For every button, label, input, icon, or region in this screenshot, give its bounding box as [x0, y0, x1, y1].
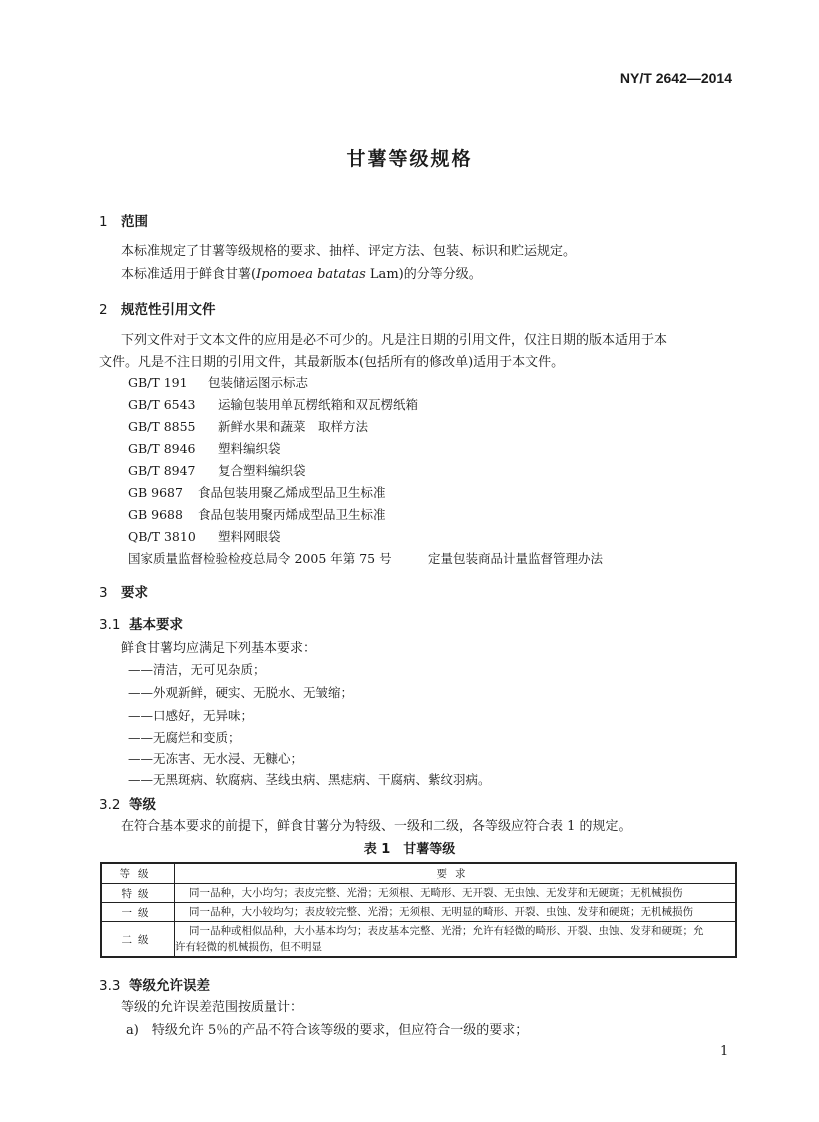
reference-name: 定量包装商品计量监督管理办法	[428, 551, 604, 566]
section-1-heading	[99, 210, 148, 230]
tolerance-text: 等级的允许误差范围按质量计：	[121, 1000, 304, 1015]
section-2-intro-line-2: 文件。凡是不注日期的引用文件，其最新版本(包括所有的修改单)适用于本文件。	[99, 355, 565, 370]
requirement-item: ——无腐烂和变质；	[128, 730, 241, 745]
requirement-line: 同一品种或相似品种，大小基本均匀；表皮基本完整、光滑；允许有轻微的畸形、开裂、虫蚀、发芽和硬斑；允	[189, 925, 704, 937]
reference-code: QB/T 3810	[128, 529, 196, 544]
requirement-cell: 同一品种，大小较均匀；表皮较完整、光滑；无须根、无明显的畸形、开裂、虫蚀、发芽和硬斑；无机械损伤	[175, 903, 737, 922]
reference-code: GB/T 191	[128, 375, 188, 390]
reference-name: 复合塑料编织袋	[218, 463, 306, 478]
basic-requirements-intro: 鲜食甘薯均应满足下列基本要求：	[121, 641, 317, 656]
requirement-item: ——口感好，无异味；	[128, 708, 254, 723]
requirement-line: 许有轻微的机械损伤，但不明显	[175, 941, 322, 953]
grade-cell: 特级	[101, 884, 175, 903]
requirement-item: ——无黑斑病、软腐病、茎线虫病、黑痣病、干腐病、紫纹羽病。	[128, 772, 491, 787]
table-row	[101, 884, 736, 903]
section-number: 2	[99, 302, 108, 318]
reference-item	[128, 483, 386, 501]
tolerance-item-a: a) 特级允许 5％的产品不符合该等级的要求，但应符合一级的要求；	[126, 1023, 529, 1038]
reference-code: GB/T 8947	[128, 463, 196, 478]
page-number: 1	[720, 1044, 729, 1059]
section-3-3-heading	[99, 974, 210, 994]
text-after: Lam)的分等分级。	[365, 267, 482, 282]
section-number: 3.3	[99, 978, 121, 994]
requirement-item: ——外观新鲜，硬实、无脱水、无皱缩；	[128, 685, 354, 700]
reference-item	[128, 439, 281, 457]
section-3-1-heading	[99, 613, 183, 633]
reference-item	[128, 373, 308, 391]
section-3-heading	[99, 581, 148, 601]
reference-name: 塑料网眼袋	[218, 529, 281, 544]
reference-code: 国家质量监督检验检疫总局令 2005 年第 75 号	[128, 551, 392, 566]
requirement-item: ——无冻害、无水浸、无糠心；	[128, 751, 304, 766]
standard-number: NY/T 2642—2014	[619, 70, 732, 86]
reference-name: 包装储运图示标志	[208, 375, 309, 390]
section-number: 3.1	[99, 617, 121, 633]
reference-code: GB/T 8855	[128, 419, 196, 434]
requirement-item: ——清洁，无可见杂质；	[128, 662, 266, 677]
requirement-cell: 同一品种，大小均匀；表皮完整、光滑；无须根、无畸形、无开裂、无虫蚀、无发芽和无硬斑；无机械损伤	[175, 884, 737, 903]
section-number: 3.2	[99, 797, 121, 813]
reference-name: 塑料编织袋	[218, 441, 281, 456]
grading-text: 在符合基本要求的前提下，鲜食甘薯分为特级、一级和二级，各等级应符合表 1 的规定。	[121, 819, 632, 834]
section-2-heading	[99, 298, 216, 318]
reference-item	[128, 505, 386, 523]
reference-item	[128, 461, 306, 479]
section-number: 1	[99, 214, 108, 230]
grade-table	[100, 862, 737, 958]
section-1-paragraph-1: 本标准规定了甘薯等级规格的要求、抽样、评定方法、包装、标识和贮运规定。	[121, 244, 577, 259]
section-title: 范围	[121, 214, 148, 230]
reference-item	[128, 395, 418, 413]
requirement-cell	[175, 922, 737, 958]
reference-item	[128, 527, 281, 545]
section-title: 规范性引用文件	[121, 302, 216, 318]
reference-code: GB 9688	[128, 507, 183, 522]
table-row	[101, 903, 736, 922]
header-grade: 等级	[101, 863, 175, 884]
section-1-paragraph-2	[121, 263, 482, 282]
reference-name: 新鲜水果和蔬菜 取样方法	[218, 419, 369, 434]
latin-name: Ipomoea batatas	[256, 267, 366, 282]
section-3-2-heading	[99, 793, 156, 813]
reference-code: GB/T 6543	[128, 397, 196, 412]
table-caption: 表 1 甘薯等级	[363, 842, 456, 857]
reference-name: 食品包装用聚丙烯成型品卫生标准	[198, 507, 386, 522]
text-before: 本标准适用于鲜食甘薯(	[121, 267, 257, 282]
section-title: 基本要求	[129, 617, 183, 633]
section-number: 3	[99, 585, 108, 601]
section-title: 要求	[121, 585, 148, 601]
section-title: 等级允许误差	[129, 978, 210, 994]
section-2-intro-line-1: 下列文件对于文本文件的应用是必不可少的。凡是注日期的引用文件，仅注日期的版本适用于本	[121, 333, 668, 348]
document-title: 甘薯等级规格	[346, 148, 473, 170]
table-row	[101, 922, 736, 958]
reference-name: 食品包装用聚乙烯成型品卫生标准	[198, 485, 386, 500]
section-title: 等级	[129, 797, 156, 813]
reference-name: 运输包装用单瓦楞纸箱和双瓦楞纸箱	[218, 397, 419, 412]
header-requirement: 要求	[175, 863, 737, 884]
grade-cell: 二级	[101, 922, 175, 958]
reference-item	[128, 417, 368, 435]
reference-code: GB/T 8946	[128, 441, 196, 456]
reference-code: GB 9687	[128, 485, 183, 500]
table-header-row	[101, 863, 736, 884]
reference-item	[128, 549, 603, 567]
grade-cell: 一级	[101, 903, 175, 922]
